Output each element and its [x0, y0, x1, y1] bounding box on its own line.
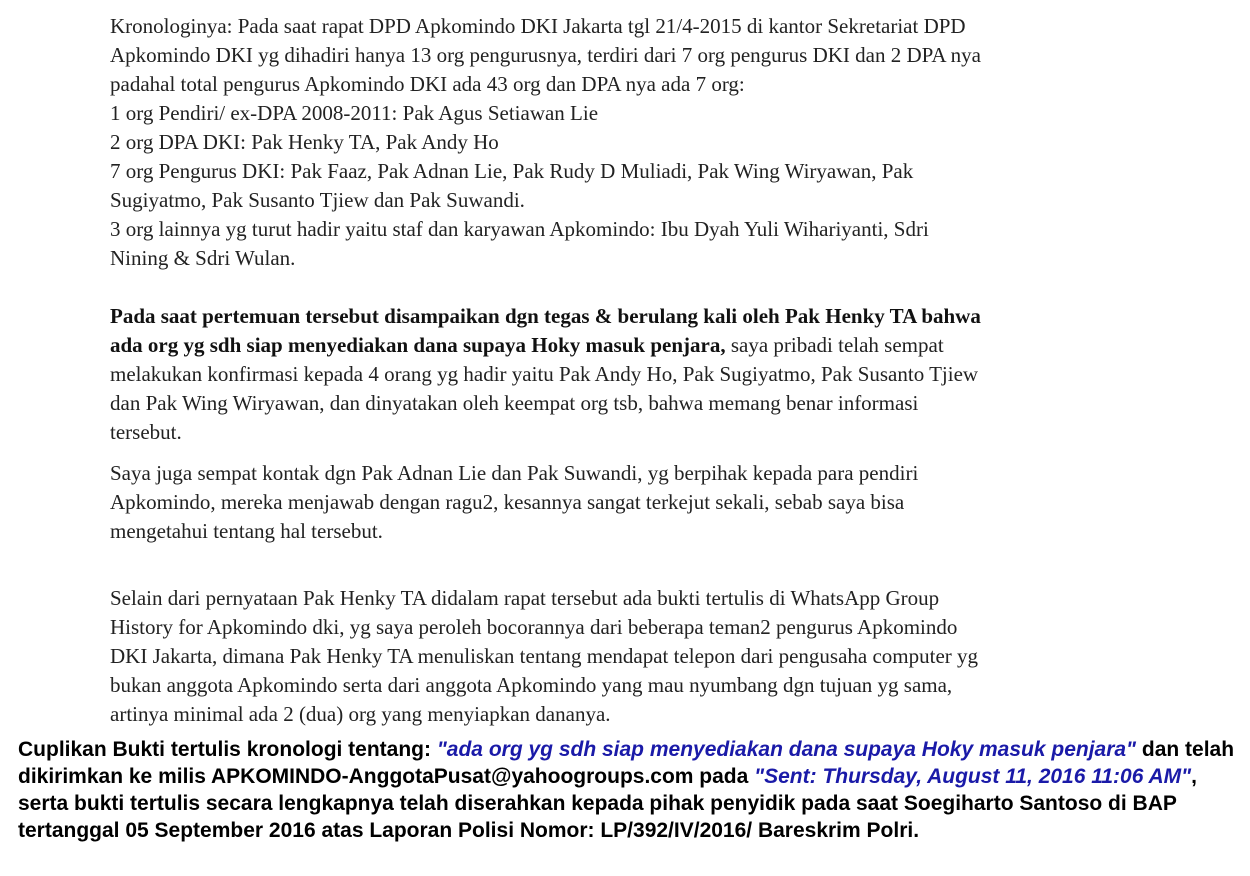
text-line: Saya juga sempat kontak dgn Pak Adnan Lie dan Pak Suwandi, yg berpihak kepada para pendiri: [110, 461, 919, 485]
text-line: artinya minimal ada 2 (dua) org yang menyiapkan dananya.: [110, 702, 611, 726]
caption-mailing-list: dan telah dikirimkan ke milis APKOMINDO-AnggotaPusat@yahoogroups.com pada: [18, 738, 1235, 788]
text-line: 3 org lainnya yg turut hadir yaitu staf dan karyawan Apkomindo: Ibu Dyah Yuli Wihariyanti, Sdri: [110, 217, 929, 241]
caption-sent-date: "Sent: Thursday, August 11, 2016 11:06 AM": [754, 765, 1192, 788]
text-line: Sugiyatmo, Pak Susanto Tjiew dan Pak Suwandi.: [110, 188, 525, 212]
text-line: mengetahui tentang hal tersebut.: [110, 519, 383, 543]
text-line: Nining & Sdri Wulan.: [110, 246, 296, 270]
text-line: [110, 302, 1170, 331]
text-line: 7 org Pengurus DKI: Pak Faaz, Pak Adnan Lie, Pak Rudy D Muliadi, Pak Wing Wiryawan, Pak: [110, 159, 914, 183]
text-line: tersebut.: [110, 420, 182, 444]
document-body: [110, 12, 1170, 729]
text-line: bukan anggota Apkomindo serta dari anggota Apkomindo yang mau nyumbang dgn tujuan yg sama,: [110, 673, 953, 697]
caption: [18, 736, 1240, 844]
text-line: 1 org Pendiri/ ex-DPA 2008-2011: Pak Agus Setiawan Lie: [110, 101, 599, 125]
caption-quote: "ada org yg sdh siap menyediakan dana supaya Hoky masuk penjara": [436, 738, 1137, 761]
paragraph-contact: [110, 459, 1170, 546]
text-line: Selain dari pernyataan Pak Henky TA didalam rapat tersebut ada bukti tertulis di WhatsApp Group: [110, 586, 940, 610]
text-line: Kronologinya: Pada saat rapat DPD Apkomindo DKI Jakarta tgl 21/4-2015 di kantor Sekretariat DPD: [110, 14, 966, 38]
paragraph-chronology: [110, 12, 1170, 273]
paragraph-whatsapp-evidence: [110, 584, 1170, 729]
caption-intro: Cuplikan Bukti tertulis kronologi tentang:: [18, 738, 437, 761]
caption-conclusion: , serta bukti tertulis secara lengkapnya telah diserahkan kepada pihak penyidik pada saat Soegiharto Santoso di BAP tertanggal 05 September 2016 atas Laporan Polisi Nomor: LP/392/IV/2016/ Bareskrim Polri.: [18, 765, 1197, 842]
regular-text: saya pribadi telah sempat: [725, 333, 944, 357]
text-line: 2 org DPA DKI: Pak Henky TA, Pak Andy Ho: [110, 130, 499, 154]
text-line: dan Pak Wing Wiryawan, dan dinyatakan oleh keempat org tsb, bahwa memang benar informasi: [110, 391, 919, 415]
text-line: [110, 331, 1170, 360]
text-line: History for Apkomindo dki, yg saya peroleh bocorannya dari beberapa teman2 pengurus Apkomindo: [110, 615, 958, 639]
text-line: Apkomindo, mereka menjawab dengan ragu2, kesannya sangat terkejut sekali, sebab saya bisa: [110, 490, 905, 514]
paragraph-statement: [110, 302, 1170, 447]
text-line: melakukan konfirmasi kepada 4 orang yg hadir yaitu Pak Andy Ho, Pak Sugiyatmo, Pak Susanto Tjiew: [110, 362, 979, 386]
text-line: DKI Jakarta, dimana Pak Henky TA menuliskan tentang mendapat telepon dari pengusaha computer yg: [110, 644, 979, 668]
bold-text: ada org yg sdh siap menyediakan dana supaya Hoky masuk penjara,: [110, 333, 726, 357]
text-line: Apkomindo DKI yg dihadiri hanya 13 org pengurusnya, terdiri dari 7 org pengurus DKI dan 2 DPA nya: [110, 43, 981, 67]
text-line: padahal total pengurus Apkomindo DKI ada 43 org dan DPA nya ada 7 org:: [110, 72, 745, 96]
bold-text: Pada saat pertemuan tersebut disampaikan dgn tegas & berulang kali oleh Pak Henky TA bahwa: [110, 304, 981, 328]
